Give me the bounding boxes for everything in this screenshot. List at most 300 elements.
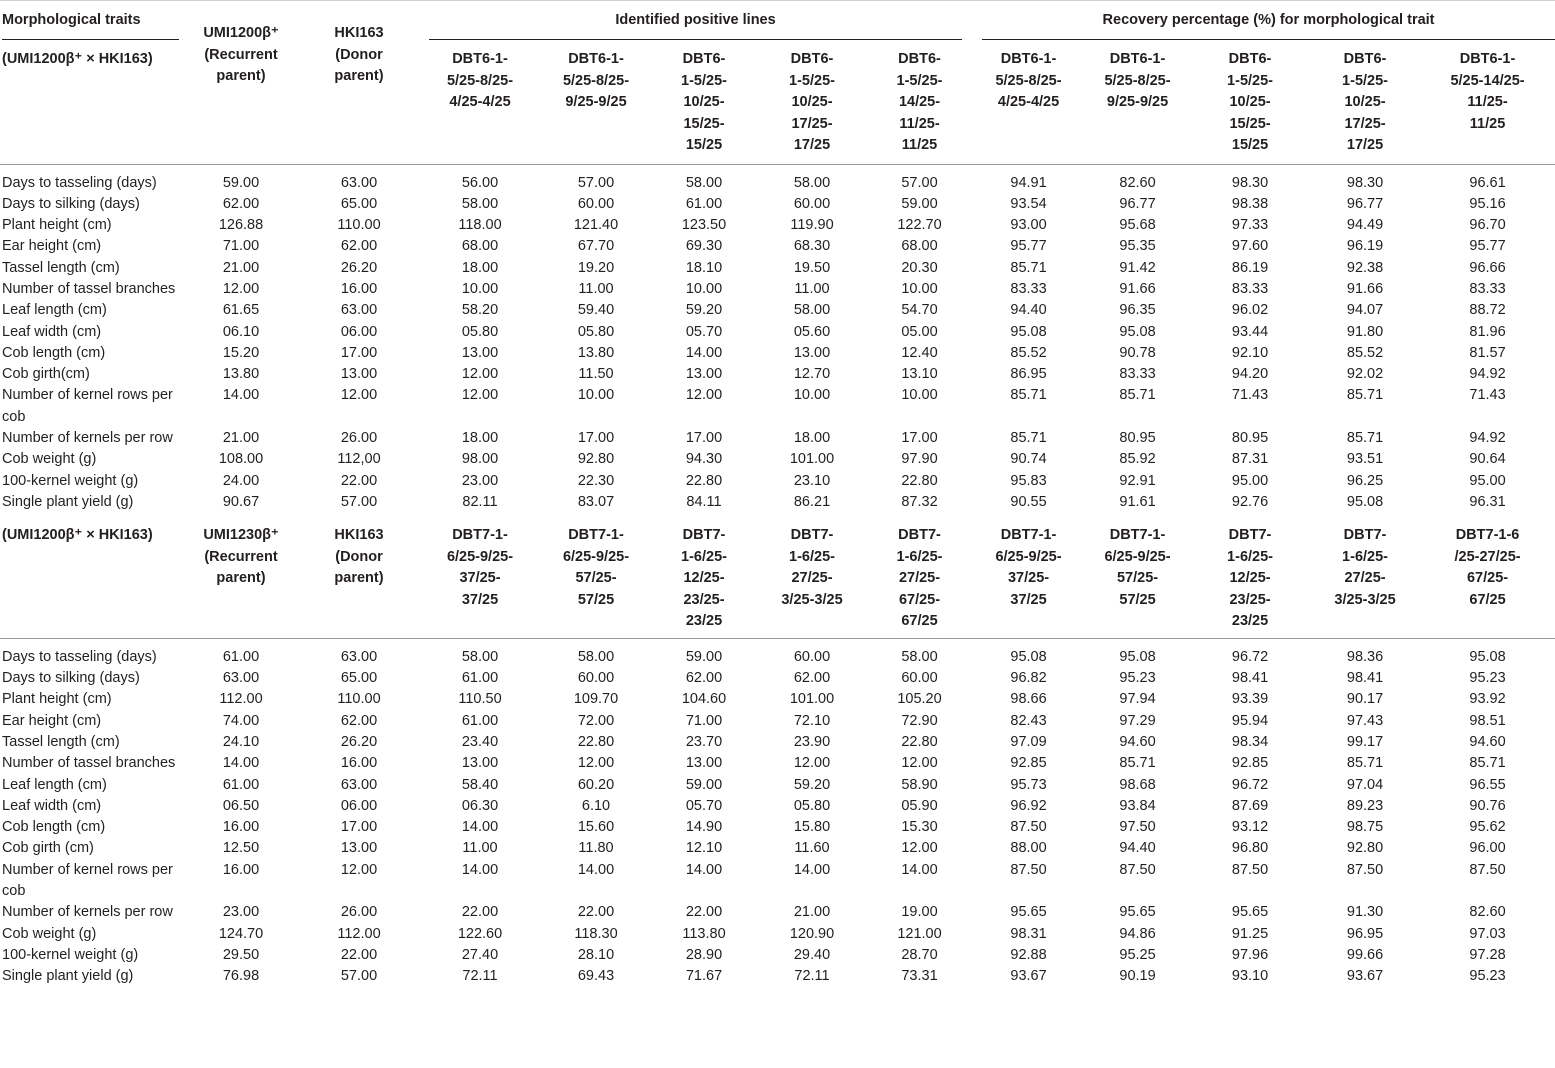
cell-value: 12.00: [461, 387, 499, 404]
table-row: [0, 364, 1555, 385]
recovery-line-header: [1310, 40, 1420, 157]
cell-value: 12.40: [901, 344, 938, 361]
table-row: [0, 300, 1555, 321]
cell-value: 93.44: [1231, 323, 1269, 340]
trait-name: Cob girth(cm): [2, 366, 90, 383]
cell-value: 06.10: [222, 323, 260, 340]
cell-value: 122.70: [897, 217, 942, 234]
cell-value: 98.66: [1010, 691, 1047, 708]
cell-value: 11.80: [578, 840, 614, 857]
positive-line-header: [757, 519, 867, 633]
positive-line-line: 37/25: [461, 591, 499, 608]
cell-value: 96.72: [1231, 648, 1269, 665]
cell-value: 99.17: [1346, 733, 1384, 750]
cell-value: 121.00: [897, 925, 942, 942]
recovery-line-line: 15/25-: [1229, 115, 1271, 132]
cell-value: 118.30: [574, 925, 618, 942]
cell-value: 69.43: [577, 968, 615, 985]
cell-value: 58.00: [793, 174, 831, 191]
cell-value: 06.30: [461, 797, 499, 814]
cell-value: 61.00: [685, 195, 723, 212]
table-row: [0, 817, 1555, 838]
cell-value: 26.20: [340, 259, 378, 276]
cell-value: 71.43: [1469, 387, 1506, 404]
recovery-line-line: 23/25-: [1229, 591, 1271, 608]
trait-name: Leaf length (cm): [2, 302, 107, 319]
cell-value: 96.35: [1119, 302, 1156, 319]
trait-name: Number of kernels per row: [2, 904, 173, 921]
cell-value: 94.91: [1010, 174, 1047, 191]
cell-value: 123.50: [681, 217, 727, 234]
cell-value: 60.00: [901, 670, 938, 687]
cell-value: 29.40: [793, 946, 831, 963]
cell-value: 06.00: [340, 797, 378, 814]
cell-value: 59.00: [685, 648, 723, 665]
cell-value: 76.98: [222, 968, 260, 985]
recovery-line-line: 4/25-4/25: [997, 94, 1060, 110]
cell-value: 85.52: [1010, 344, 1047, 361]
cell-value: 92.91: [1119, 472, 1156, 489]
cell-value: 27.40: [461, 946, 499, 963]
table-row: [0, 838, 1555, 859]
trait-name: Days to silking (days): [2, 195, 140, 212]
cell-value: 98.31: [1010, 925, 1047, 942]
cell-value: 69.30: [685, 238, 723, 255]
positive-line-line: DBT6-: [682, 51, 726, 67]
cell-value: 18.00: [461, 430, 499, 447]
trait-name: Ear height (cm): [2, 712, 102, 729]
recovery-line-line: DBT6-1-: [1459, 51, 1516, 67]
recurrent-parent-header: [183, 519, 299, 633]
donor-parent-header: [299, 519, 419, 633]
cell-value: 58.90: [901, 776, 938, 793]
positive-line-line: DBT6-1-: [568, 51, 624, 67]
trait-name: Days to tasseling (days): [2, 648, 157, 665]
cell-value: 17.00: [577, 430, 615, 447]
positive-line-line: 6/25-9/25-: [562, 548, 630, 565]
positive-line-line: 10/25-: [683, 94, 725, 110]
donor-parent-line: HKI163: [334, 25, 384, 41]
table-row: [0, 173, 1555, 194]
cell-value: 81.96: [1469, 323, 1506, 340]
cell-value: 62.00: [340, 712, 378, 729]
positive-line-line: 23/25-: [683, 591, 725, 608]
cross-label: (UMI1200β⁺ × HKI163): [2, 51, 153, 67]
cell-value: 89.23: [1346, 797, 1384, 814]
cell-value: 14.00: [685, 861, 723, 878]
cell-value: 94.92: [1469, 430, 1506, 447]
cell-value: 94.49: [1346, 217, 1384, 234]
cell-value: 95.25: [1119, 946, 1156, 963]
positive-line-line: DBT6-1-: [452, 51, 508, 67]
cell-value: 15.20: [222, 344, 260, 361]
cell-value: 95.73: [1010, 776, 1047, 793]
cell-value: 59.20: [793, 776, 831, 793]
cell-value: 97.96: [1231, 946, 1269, 963]
cell-value: 62.00: [793, 670, 831, 687]
recurrent-parent-line: UMI1230β⁺: [203, 527, 279, 544]
cell-value: 90.78: [1119, 344, 1156, 361]
cell-value: 22.00: [340, 946, 378, 963]
cell-value: 63.00: [340, 302, 378, 319]
positive-line-line: 67/25-: [898, 591, 941, 608]
section-header-row: [0, 40, 1555, 157]
recurrent-parent-line: (Recurrent: [204, 46, 278, 63]
cell-value: 87.50: [1469, 861, 1506, 878]
cross-label: (UMI1200β⁺ × HKI163): [2, 527, 153, 544]
cell-value: 95.08: [1346, 493, 1384, 510]
positive-line-header: [541, 519, 651, 633]
recovery-line-line: DBT6-1-: [1000, 51, 1057, 67]
recovery-line-line: /25-27/25-: [1454, 548, 1521, 565]
cell-value: 28.70: [901, 946, 938, 963]
trait-name: Cob length (cm): [2, 819, 106, 836]
cell-value: 14.90: [685, 819, 723, 836]
trait-name: Leaf width (cm): [2, 323, 102, 340]
cell-value: 17.00: [685, 430, 723, 447]
positive-line-line: 5/25-8/25-: [562, 72, 630, 89]
donor-parent-header: [299, 23, 419, 140]
cell-value: 93.54: [1010, 195, 1047, 212]
cell-value: 13.00: [685, 755, 723, 772]
cell-value: 97.43: [1346, 712, 1384, 729]
cell-value: 112.00: [219, 691, 263, 708]
cell-value: 95.65: [1010, 904, 1047, 921]
cell-value: 87.31: [1231, 451, 1269, 468]
cell-value: 59.00: [222, 174, 260, 191]
cell-value: 61.00: [461, 712, 499, 729]
cell-value: 93.84: [1119, 797, 1156, 814]
cell-value: 17.00: [340, 344, 378, 361]
cell-value: 23.10: [793, 472, 831, 489]
cell-value: 24.00: [222, 472, 260, 489]
cell-value: 58.00: [685, 174, 723, 191]
recurrent-parent-header: [183, 23, 299, 140]
cell-value: 98.30: [1231, 174, 1269, 191]
recurrent-parent-line: UMI1200β⁺: [203, 25, 279, 41]
cell-value: 68.30: [793, 238, 831, 255]
table-row: [0, 343, 1555, 364]
recovery-line-header: [1420, 40, 1555, 157]
cell-value: 10.00: [461, 280, 499, 297]
cell-value: 98.30: [1346, 174, 1384, 191]
cell-value: 26.00: [340, 430, 378, 447]
cell-value: 12.00: [793, 755, 831, 772]
cell-value: 87.50: [1346, 861, 1384, 878]
cell-value: 91.61: [1119, 493, 1156, 510]
cell-value: 108.00: [218, 451, 264, 468]
cell-value: 22.80: [901, 472, 938, 489]
cell-value: 58.00: [577, 648, 615, 665]
positive-line-line: DBT7-: [682, 527, 726, 544]
cell-value: 95.94: [1231, 712, 1269, 729]
cell-value: 54.70: [901, 302, 938, 319]
positive-line-line: 17/25-: [791, 115, 833, 132]
recovery-line-line: 1-6/25-: [1227, 548, 1273, 565]
cell-value: 58.00: [793, 302, 831, 319]
cell-value: 84.11: [686, 493, 722, 510]
cell-value: 23.40: [461, 733, 499, 750]
cell-value: 11.50: [578, 366, 614, 383]
positive-line-line: 6/25-9/25-: [446, 548, 514, 565]
recovery-line-header: [1190, 40, 1310, 157]
cell-value: 95.65: [1119, 904, 1156, 921]
cell-value: 22.00: [461, 904, 499, 921]
cell-value: 96.77: [1346, 195, 1384, 212]
cell-value: 12.50: [222, 840, 260, 857]
cell-value: 87.50: [1119, 861, 1156, 878]
cell-value: 94.60: [1119, 733, 1156, 750]
cell-value: 93.67: [1010, 968, 1047, 985]
cell-value: 95.23: [1119, 670, 1156, 687]
cell-value: 94.30: [685, 451, 723, 468]
cell-value: 61.65: [222, 302, 260, 319]
cell-value: 94.60: [1469, 733, 1506, 750]
cell-value: 122.60: [457, 925, 503, 942]
cell-value: 87.50: [1010, 819, 1047, 836]
recovery-line-line: 11/25-: [1467, 94, 1508, 110]
recovery-line-line: 17/25: [1346, 137, 1384, 153]
recovery-line-line: 57/25-: [1116, 570, 1159, 587]
cell-value: 96.19: [1346, 238, 1384, 255]
cell-value: 85.71: [1346, 387, 1384, 404]
table-row: [0, 668, 1555, 689]
cell-value: 85.71: [1469, 755, 1506, 772]
cell-value: 94.40: [1010, 302, 1047, 319]
recovery-line-line: DBT7-1-: [1109, 527, 1166, 544]
cell-value: 65.00: [340, 670, 378, 687]
cell-value: 16.00: [222, 819, 260, 836]
cell-value: 96.82: [1010, 670, 1047, 687]
cell-value: 90.64: [1469, 451, 1506, 468]
cell-value: 12.00: [577, 755, 615, 772]
positive-line-line: DBT7-1-: [452, 527, 508, 544]
cell-value: 98.41: [1346, 670, 1384, 687]
cell-value: 06.00: [340, 323, 378, 340]
cell-value: 14.00: [461, 819, 499, 836]
cell-value: 12.70: [793, 366, 831, 383]
cell-value: 05.80: [577, 323, 615, 340]
cell-value: 57.00: [577, 174, 615, 191]
cell-value: 109.70: [573, 691, 619, 708]
positive-line-line: 1-6/25-: [789, 548, 835, 565]
cell-value: 82.43: [1010, 712, 1047, 729]
trait-name: Plant height (cm): [2, 217, 112, 234]
cell-value: 19.20: [577, 259, 615, 276]
cell-value: 88.72: [1469, 302, 1506, 319]
table-row: [0, 385, 1555, 428]
recovery-line-header: [972, 40, 1085, 157]
cell-value: 63.00: [340, 648, 378, 665]
recovery-line-header: [972, 519, 1085, 633]
cell-value: 14.00: [222, 387, 260, 404]
cell-value: 90.67: [222, 493, 260, 510]
cell-value: 113.80: [682, 925, 726, 942]
cell-value: 101.00: [789, 691, 835, 708]
cell-value: 95.23: [1469, 670, 1506, 687]
cell-value: 92.88: [1010, 946, 1047, 963]
positive-line-header: [419, 40, 541, 157]
recovery-line-line: DBT7-1-6: [1455, 527, 1520, 544]
cell-value: 83.33: [1231, 280, 1269, 297]
cell-value: 22.80: [577, 733, 615, 750]
cell-value: 110.00: [337, 691, 381, 708]
cell-value: 97.60: [1231, 238, 1269, 255]
cell-value: 63.00: [222, 670, 260, 687]
cell-value: 96.92: [1010, 797, 1047, 814]
cell-value: 96.95: [1346, 925, 1384, 942]
trait-name: Plant height (cm): [2, 691, 112, 708]
cell-value: 13.10: [901, 366, 938, 383]
cell-value: 14.00: [577, 861, 615, 878]
cell-value: 15.60: [577, 819, 615, 836]
cell-value: 83.33: [1010, 280, 1047, 297]
cell-value: 60.00: [793, 195, 831, 212]
recovery-line-line: 3/25-3/25: [1334, 591, 1396, 608]
positive-line-line: 17/25: [793, 137, 831, 153]
cell-value: 88.00: [1010, 840, 1047, 857]
cell-value: 12.00: [222, 280, 260, 297]
positive-line-line: 57/25-: [575, 570, 617, 587]
recovery-line-line: 1-5/25-: [1342, 72, 1388, 89]
recovery-line-line: 1-5/25-: [1227, 72, 1273, 89]
recovery-line-line: 37/25-: [1007, 570, 1050, 587]
cell-value: 96.70: [1469, 217, 1506, 234]
cell-value: 94.92: [1469, 366, 1506, 383]
donor-parent-line: HKI163: [334, 527, 384, 544]
section-header-row: [0, 519, 1555, 633]
cell-value: 22.80: [901, 733, 938, 750]
positive-line-line: 1-5/25-: [681, 72, 727, 89]
table-row: [0, 236, 1555, 257]
cell-value: 13.80: [577, 344, 615, 361]
recovery-line-header: [1310, 519, 1420, 633]
cell-value: 91.30: [1346, 904, 1384, 921]
recovery-line-line: 5/25-8/25-: [1104, 72, 1171, 89]
cell-value: 60.20: [577, 776, 615, 793]
cell-value: 72.10: [793, 712, 831, 729]
cell-value: 05.80: [461, 323, 499, 340]
table-row: [0, 471, 1555, 492]
cell-value: 124.70: [218, 925, 264, 942]
cell-value: 120.90: [789, 925, 835, 942]
cell-value: 87.32: [901, 493, 938, 510]
cell-value: 60.00: [793, 648, 831, 665]
cell-value: 67.70: [577, 238, 615, 255]
cell-value: 22.00: [685, 904, 723, 921]
recovery-line-line: 5/25-14/25-: [1450, 72, 1525, 89]
cell-value: 93.51: [1346, 451, 1384, 468]
cell-value: 97.50: [1119, 819, 1156, 836]
table-row: [0, 753, 1555, 774]
cell-value: 85.71: [1010, 259, 1047, 276]
positive-line-line: 1-5/25-: [896, 72, 943, 89]
cell-value: 97.03: [1469, 925, 1506, 942]
recovery-line-line: 12/25-: [1229, 570, 1271, 587]
cell-value: 93.92: [1469, 691, 1506, 708]
cell-value: 60.00: [577, 670, 615, 687]
cell-value: 71.00: [222, 238, 260, 255]
cell-value: 91.80: [1346, 323, 1384, 340]
column-header-traits: Morphological traits: [2, 1, 179, 40]
cell-value: 87.50: [1231, 861, 1269, 878]
cell-value: 96.66: [1469, 259, 1506, 276]
positive-line-line: 27/25-: [898, 570, 941, 587]
cell-value: 11.60: [794, 840, 830, 857]
cell-value: 05.70: [685, 797, 723, 814]
table-row: [0, 860, 1555, 903]
cell-value: 72.11: [462, 968, 498, 985]
cell-value: 90.76: [1469, 797, 1506, 814]
trait-name: 100-kernel weight (g): [2, 946, 139, 963]
cell-value: 72.00: [577, 712, 615, 729]
positive-line-line: 23/25: [685, 613, 723, 630]
cell-value: 126.88: [218, 217, 264, 234]
recovery-line-line: 5/25-8/25-: [995, 72, 1062, 89]
table-row: [0, 966, 1555, 987]
positive-line-line: 4/25-4/25: [449, 94, 511, 110]
positive-line-line: DBT7-: [790, 527, 834, 544]
cell-value: 10.00: [685, 280, 723, 297]
table-row: [0, 194, 1555, 215]
cell-value: 85.71: [1010, 430, 1047, 447]
cell-value: 95.08: [1469, 648, 1506, 665]
cell-value: 86.19: [1231, 259, 1269, 276]
cell-value: 12.00: [340, 387, 378, 404]
positive-line-line: 9/25-9/25: [565, 94, 627, 110]
cell-value: 86.21: [793, 493, 831, 510]
cell-value: 86.95: [1010, 366, 1047, 383]
cell-value: 95.77: [1469, 238, 1506, 255]
table-row: [0, 428, 1555, 449]
cell-value: 59.20: [685, 302, 723, 319]
trait-name: Number of kernel rows per cob: [2, 861, 173, 900]
cell-value: 83.07: [577, 493, 615, 510]
cell-value: 118.00: [458, 217, 502, 234]
cell-value: 13.00: [340, 840, 378, 857]
cell-value: 58.00: [461, 648, 499, 665]
cell-value: 62.00: [685, 670, 723, 687]
cell-value: 14.00: [685, 344, 723, 361]
group-header-recovery: Recovery percentage (%) for morphological trait: [982, 1, 1555, 40]
cell-value: 85.71: [1346, 430, 1384, 447]
cell-value: 12.00: [461, 366, 499, 383]
table-row: [0, 322, 1555, 343]
cell-value: 12.00: [685, 387, 723, 404]
cell-value: 68.00: [901, 238, 938, 255]
cell-value: 96.80: [1231, 840, 1269, 857]
positive-line-line: DBT6-: [898, 51, 941, 67]
cell-value: 97.09: [1010, 733, 1047, 750]
cell-value: 59.00: [901, 195, 938, 212]
cell-value: 95.62: [1469, 819, 1506, 836]
cell-value: 96.72: [1231, 776, 1269, 793]
cell-value: 98.36: [1346, 648, 1384, 665]
cell-value: 92.02: [1346, 366, 1384, 383]
cell-value: 93.00: [1010, 217, 1047, 234]
cell-value: 58.40: [461, 776, 499, 793]
recovery-line-line: DBT7-: [1228, 527, 1272, 544]
cell-value: 10.00: [577, 387, 615, 404]
cell-value: 95.08: [1010, 323, 1047, 340]
cell-value: 05.60: [793, 323, 831, 340]
cell-value: 96.61: [1469, 174, 1506, 191]
cell-value: 12.00: [340, 861, 378, 878]
cell-value: 74.00: [222, 712, 260, 729]
positive-line-line: 1-5/25-: [789, 72, 835, 89]
cell-value: 90.74: [1010, 451, 1047, 468]
cell-value: 87.50: [1010, 861, 1047, 878]
